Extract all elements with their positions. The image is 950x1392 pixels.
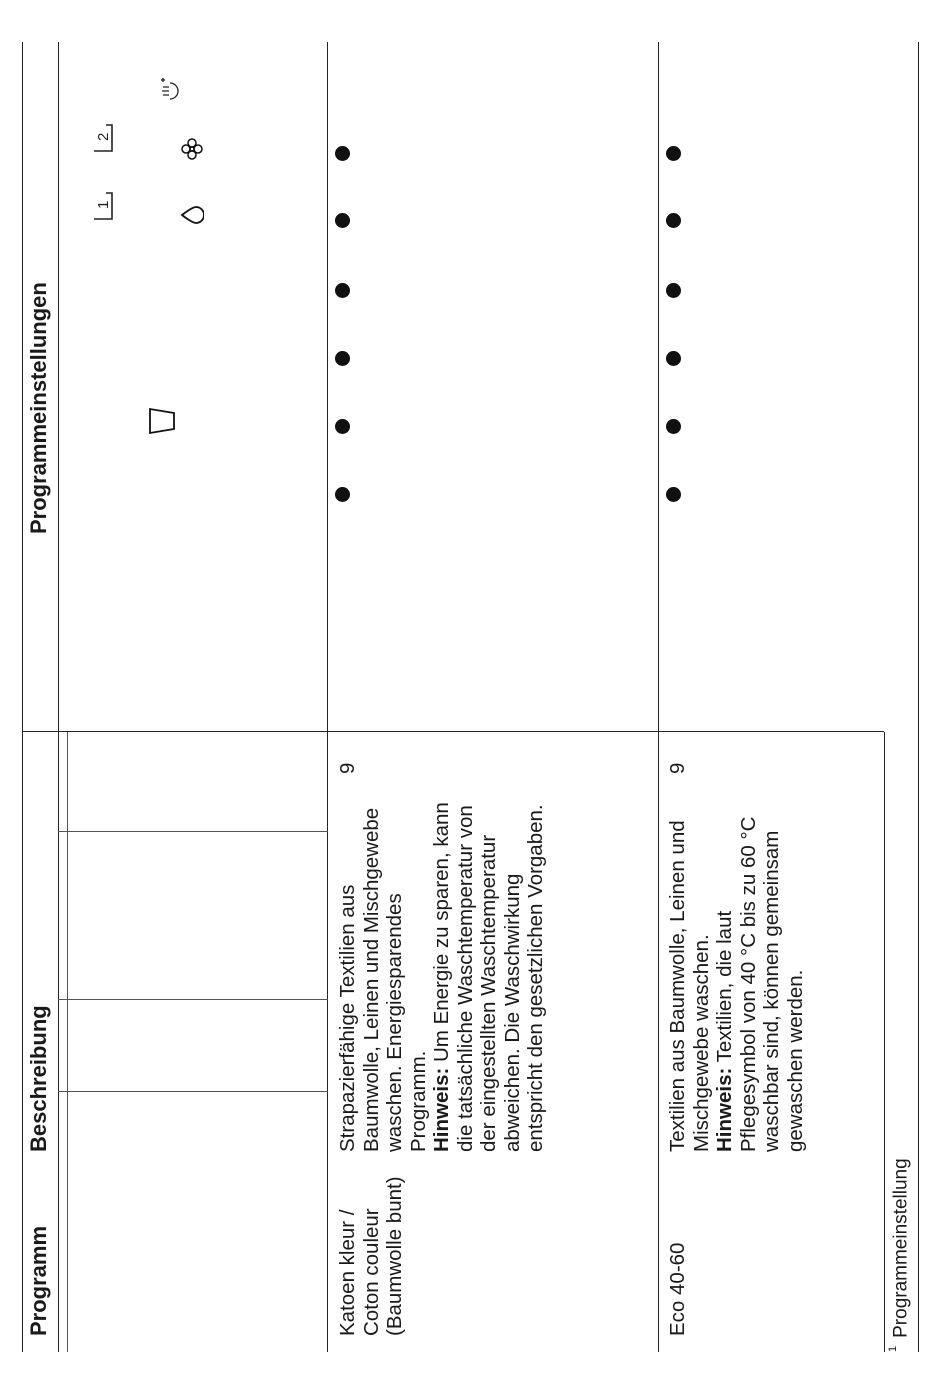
row1-dot-3 [335,351,350,366]
row1-note-label: Hinweis: [430,1067,453,1152]
settings-description-divider [22,731,884,732]
table-top-rule [22,42,23,1352]
row2-dot-1 [666,487,681,502]
row2-note-label: Hinweis: [713,1067,736,1152]
row1-dot-5 [335,213,350,228]
footnote [887,1158,912,1352]
row1-program: Katoen kleur / Coton couleur (Baumwolle bunt) [336,1176,406,1336]
detergent-compartment-1-icon [90,198,114,222]
row2-number: 9 [666,762,689,774]
prewash-bowl-icon [146,405,185,437]
header-settings: Programmeinstellungen [26,282,51,534]
row2-dot-2 [666,419,681,434]
row1-dot-1 [335,487,350,502]
row2-dot-6 [666,146,681,161]
row1-note-text: Um Energie zu sparen, kann die tatsächliche Waschtemperatur von der eingestellten Waschtemperatur abweichen. Die Waschwirkung entspricht den gesetzlichen Vorgaben. [430,802,547,1152]
row2-description-text: Textilien aus Baumwolle, Leinen und Mischgewebe waschen. [666,820,713,1152]
row1-dot-4 [335,283,350,298]
row2-dot-3 [666,351,681,366]
row2-note-text: Textilien, die laut Pflegesymbol von 40 °C bis zu 60 °C waschbar sind, können gemeinsam gewaschen werden. [713,816,807,1152]
row2-description [666,792,807,1152]
row1-description-text: Strapazierfähige Textilien aus Baumwolle, Leinen und Mischgewebe waschen. Energiesparendes Programm. [336,807,430,1152]
row1-number: 9 [336,762,359,774]
settings-subcolumn-3 [58,831,328,832]
table-bottom-rule [918,42,919,1352]
row2-bottom-rule [658,42,659,1352]
footnote-text: Programmeinstellung [890,1158,912,1338]
header-program: Programm [26,1225,51,1336]
row2-dot-4 [666,283,681,298]
icon-row-rule [67,732,68,1352]
svg-text:2: 2 [95,132,112,141]
detergent-compartment-2-icon [90,130,114,154]
settings-subcolumn-1 [58,1091,328,1092]
row2-program: Eco 40-60 [666,1242,689,1336]
footnote-marker: 1 [887,1345,899,1352]
row1-description [336,792,548,1152]
steam-plus-icon [160,76,187,102]
row1-dot-2 [335,419,350,434]
row1-bottom-rule [327,42,328,1352]
row2-dot-5 [666,213,681,228]
drop-icon [180,203,209,227]
fabric-softener-icon [180,137,209,161]
settings-subcolumn-2 [58,999,328,1000]
settings-end-rule [884,732,885,1352]
row1-dot-6 [335,146,350,161]
header-bottom-rule [58,42,59,1352]
header-description: Beschreibung [26,1005,51,1152]
svg-text:1: 1 [95,200,112,209]
